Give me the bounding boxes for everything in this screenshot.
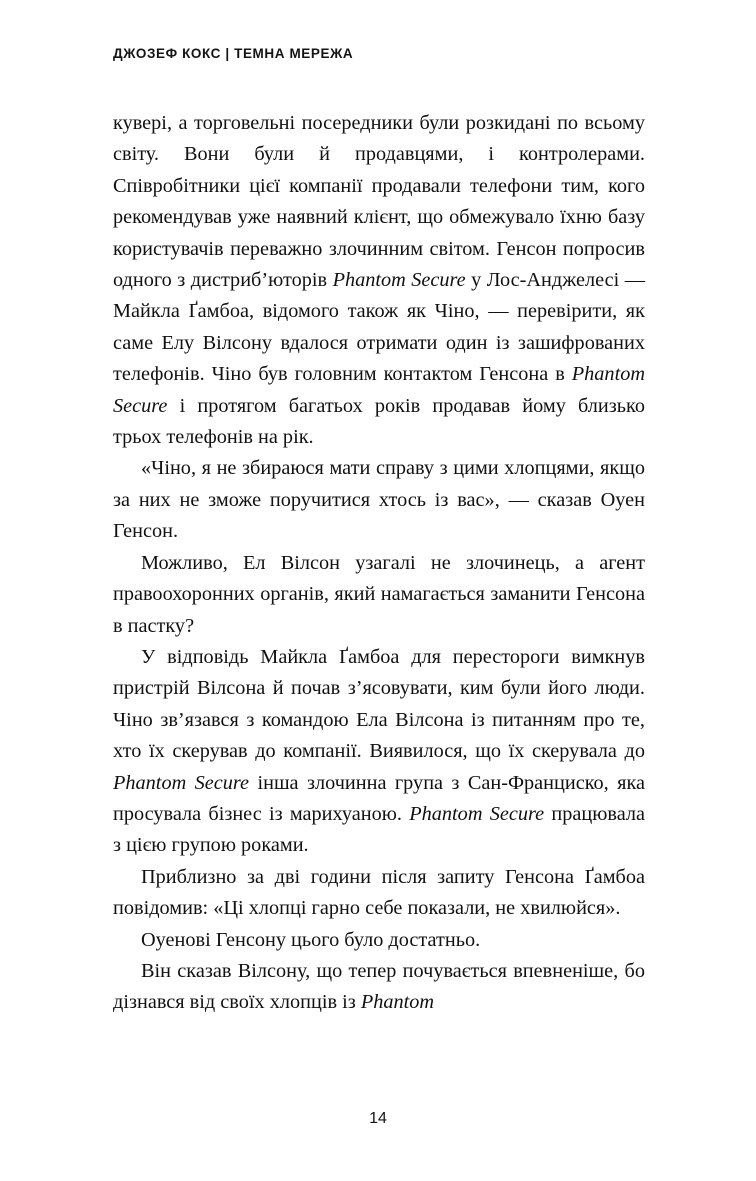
- text-run: у Лос-Анджелесі — Майкла Ґамбоа, відомого також як Чіно, — перевірити, як саме Елу Вілсону вдалося отримати один із зашифрованих телефонів. Чіно був головним контактом Генсона в: [113, 269, 645, 386]
- italic-title: Phantom Secure: [409, 802, 545, 825]
- paragraph: [113, 925, 645, 956]
- text-run: працювала з цією групою роками.: [113, 802, 645, 857]
- page-number: 14: [369, 1110, 387, 1127]
- text-run: «Чіно, я не збираюся мати справу з цими хлопцями, якщо за них не зможе поручитися хтось із вас», — сказав Оуен Генсон.: [113, 457, 645, 543]
- text-run: У відповідь Майкла Ґамбоа для перестороги вимкнув пристрій Вілсона й почав з’ясовувати, ким були його люди. Чіно зв’язався з командою Ела Вілсона із питанням про те, хто їх скерував до компанії. Виявилося, що їх скерувала до: [113, 645, 645, 763]
- running-head: ДЖОЗЕФ КОКС | ТЕМНА МЕРЕЖА: [113, 46, 354, 61]
- text-run: Можливо, Ел Вілсон узагалі не злочинець, а агент правоохоронних органів, який намагається заманити Генсона в пастку?: [113, 551, 645, 637]
- text-run: Він сказав Вілсону, що тепер почувається впевненіше, бо дізнався від своїх хлопців із: [113, 959, 645, 1014]
- paragraph: [113, 548, 645, 642]
- paragraph: [113, 862, 645, 925]
- paragraph: [113, 956, 645, 1019]
- body-text-column: [113, 108, 645, 1019]
- italic-title: Phantom Secure: [332, 269, 466, 292]
- text-run: Оуенові Генсону цього було достатньо.: [141, 928, 481, 951]
- italic-title: Phantom Secure: [113, 363, 645, 417]
- text-run: і протягом багатьох років продавав йому близько трьох телефонів на рік.: [113, 394, 645, 449]
- italic-title: Phantom: [360, 991, 435, 1014]
- text-run: кувері, а торговельні посередники були розкидані по всьому світу. Вони були й продавцями, і контролерами. Співробітники цієї компанії продавали телефони тим, кого рекомендував уже наявний клієнт, що обмежувало їхню базу користувачів переважно злочинним світом. Генсон попросив одного з дистриб’юторів: [113, 112, 645, 292]
- paragraph: [113, 642, 645, 862]
- italic-title: Phantom Secure: [113, 771, 250, 794]
- paragraph: [113, 108, 645, 453]
- paragraph: [113, 453, 645, 547]
- text-run: інша злочинна група з Сан-Франциско, яка просувала бізнес із марихуаною.: [113, 771, 646, 825]
- text-run: Приблизно за дві години після запиту Генсона Ґамбоа повідомив: «Ці хлопці гарно себе показали, не хвилюйся».: [113, 865, 645, 920]
